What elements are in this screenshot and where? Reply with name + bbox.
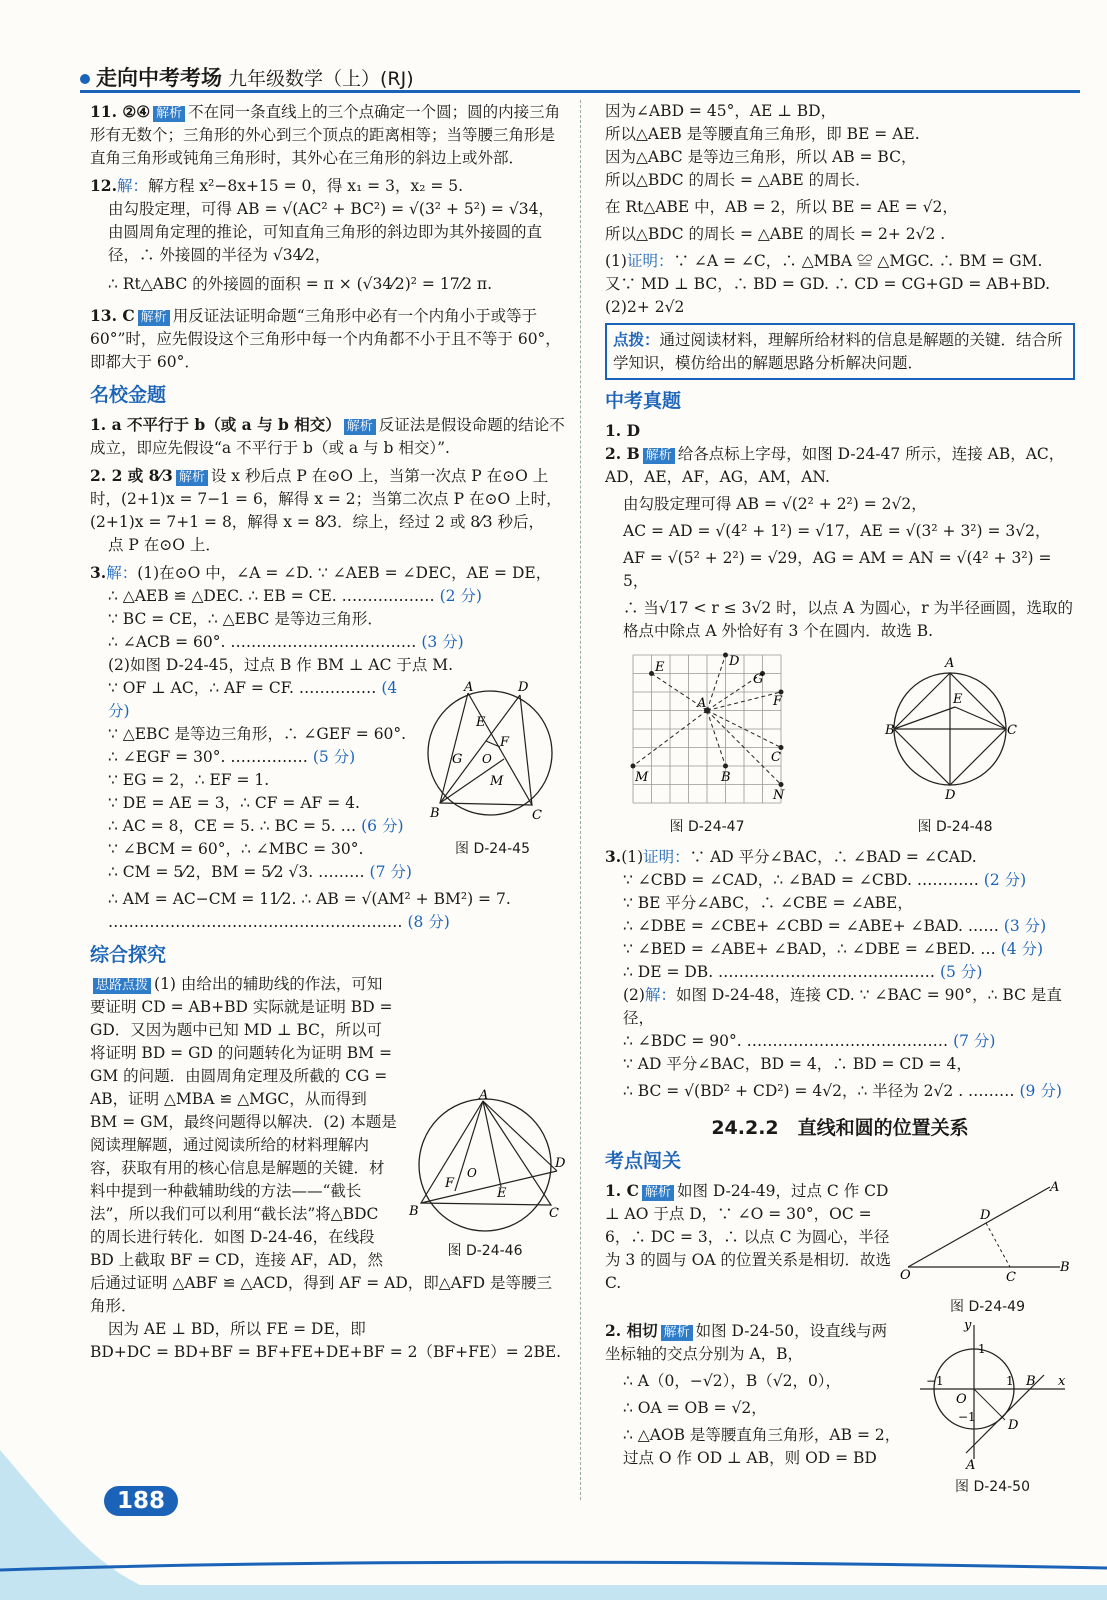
figure-row xyxy=(605,649,1075,839)
svg-text:O: O xyxy=(467,1166,477,1180)
topic-heading: 24.2.2 直线和圆的位置关系 xyxy=(711,1117,969,1139)
svg-text:B: B xyxy=(721,770,731,785)
score-label: (3 分) xyxy=(421,633,464,651)
score-label: (7 分) xyxy=(369,863,412,881)
q12: 12.解：解方程 x²−8x+15 = 0，得 x₁ = 3，x₂ = 5. xyxy=(90,176,464,195)
text-line: 因为∠ABD = 45°，AE ⊥ BD， xyxy=(605,102,837,120)
figure-d-24-49 xyxy=(900,1179,1075,1319)
svg-text:N: N xyxy=(773,788,785,803)
svg-text:M: M xyxy=(635,770,649,785)
m3: 3.解：(1)在⊙O 中，∠A = ∠D. ∵ ∠AEB = ∠DEC，AE = DE， ∴ △AEB ≌ △DEC. ∴ EB = CE. ……………… (2 分) ∵ BC = CE，∴ △EBC 是等边三角形． ∴ ∠ACB = 60°. ……………………………… (3 分) (2)如图 D-24-45，过点 B 作 BM ⊥ AC 于点 M. A D E F G O M B C 图 D-24-45 ∵ OF ⊥ AC，∴ AF = CF. …………… (4 分) ∵ △EBC 是等边三角形，∴ ∠GEF = 60°. ∴ ∠EGF = 30°. …………… (5 分) ∵ EG = 2，∴ EF = 1. ∵ DE = AE = 3，∴ CF = AF = 4. ∴ AC = 8，CE = 5. ∴ BC = 5. … (6 分) ∵ ∠BCM = 60°，∴ ∠MBC = 30°. ∴ CM = 5⁄2，BM = 5⁄2 √3. ……… (7 分) ∴ AM = AC−CM = 11⁄2. ∴ AB = √(AM² + BM²) = 7. ………………………………………………… (8 分) xyxy=(90,561,565,934)
svg-text:1: 1 xyxy=(1006,1374,1014,1388)
score-label: (2 分) xyxy=(983,871,1027,889)
figure-caption: 图 D-24-50 xyxy=(955,1479,1030,1495)
figure-caption: 图 D-24-47 xyxy=(669,819,745,835)
figure-d-24-45 xyxy=(420,681,565,861)
figure-caption: 图 D-24-49 xyxy=(950,1299,1025,1315)
q12-line: ∴ Rt△ABC 的外接圆的面积 = π × (√34⁄2)² = 17⁄2 π. xyxy=(108,275,493,293)
line-diagram xyxy=(900,1179,1072,1289)
circle-diagram xyxy=(420,681,560,831)
score-label: (6 分) xyxy=(361,817,404,835)
score-label: (4 分) xyxy=(1000,940,1044,958)
svg-text:E: E xyxy=(655,660,665,675)
svg-text:D: D xyxy=(1008,1418,1019,1433)
t1: O B A D C 图 D-24-49 1. C 解析 如图 D-24-49，过点 C 作 CD ⊥ AO 于点 D，∵ ∠O = 30°，OC = 6，∴ DC = 3，∴ 以点 C 为圆心，半径为 3 的圆与 OA 的位置关系是相切．故选 C. xyxy=(605,1179,1075,1295)
page-number: 188 xyxy=(104,1486,178,1516)
m2-line: 点 P 在⊙O 上． xyxy=(108,536,221,554)
svg-text:A: A xyxy=(479,1088,489,1103)
circle-diagram xyxy=(405,1088,566,1233)
k3: 3.(1)证明：∵ AD 平分∠BAC，∴ ∠BAD = ∠CAD. ∵ ∠CBD = ∠CAD，∴ ∠BAD = ∠CBD. ………… (2 分) ∵ BE 平分∠ABC，∴ ∠CBE = ∠ABE， ∴ ∠DBE = ∠CBE+ ∠CBD = ∠ABE+ ∠BAD. …… (3 分) ∵ ∠BED = ∠ABE+ ∠BAD，∴ ∠DBE = ∠BED. … (4 分) ∴ DE = DB. …………………………………… (5 分) (2)解：如图 D-24-48，连接 CD. ∵ ∠BAC = 90°，∴ BC 是直径， ∴ ∠BDC = 90°. ………………………………… (7 分) ∵ AD 平分∠BAC，BD = 4，∴ BD = CD = 4， ∴ BC = √(BD² + CD²) = 4√2，∴ 半径为 2√2 . ……… (9 分) xyxy=(605,847,1062,1100)
analysis-tag: 解析 xyxy=(661,1325,693,1341)
text-line: 又∵ MD ⊥ BC，∴ BD = GD. ∴ CD = CG+GD = AB+BD. xyxy=(605,275,1051,293)
t2: y x O B A D 1 1 −1 −1 图 D-24-50 2. 相切 解析 如图 D-24-50，设直线与两坐标轴的交点分别为 A，B， ∴ A（0，−√2），B（√2，0）， ∴ OA = OB = √2， ∴ △AOB 是等腰直角三角形，AB = 2， 过点 O 作 OD ⊥ AB，则 OD = BD xyxy=(605,1319,1075,1470)
svg-text:C: C xyxy=(549,1206,559,1221)
figure-caption: 图 D-24-46 xyxy=(447,1243,523,1259)
svg-text:C: C xyxy=(532,808,542,823)
figure-d-24-46 xyxy=(405,1088,566,1263)
svg-text:−1: −1 xyxy=(926,1374,944,1388)
running-header xyxy=(80,62,414,92)
q11: 11. ②④ 解析 不在同一条直线上的三个点确定一个圆；圆的内接三角形有无数个；三角形的外心到三个顶点的距离相等；当等腰三角形是直角三角形或钝角三角形时，其外心在三角形的斜边上或外部． xyxy=(90,102,561,167)
svg-text:O: O xyxy=(900,1268,911,1283)
text-line: (2)2+ 2√2 xyxy=(605,298,685,316)
analysis-tag: 解析 xyxy=(176,470,208,486)
tip-box: 点拨：通过阅读材料，理解所给材料的信息是解题的关键．结合所学知识，模仿给出的解题思路分析解决问题． xyxy=(605,323,1075,380)
svg-text:D: D xyxy=(729,654,740,669)
score-label: (5 分) xyxy=(939,963,983,981)
svg-text:D: D xyxy=(945,788,956,803)
section-heading: 考点闯关 xyxy=(605,1150,682,1172)
m1: 1. a 不平行于 b（或 a 与 b 相交） 解析 反证法是假设命题的结论不成立，即应先假设“a 不平行于 b（或 a 与 b 相交）”. xyxy=(90,415,565,457)
svg-text:F: F xyxy=(445,1176,455,1191)
svg-text:B: B xyxy=(1060,1260,1070,1275)
svg-text:C: C xyxy=(1006,1270,1016,1285)
svg-text:D: D xyxy=(518,680,529,695)
svg-text:A: A xyxy=(945,656,955,671)
answer-line: 1. D xyxy=(605,421,641,440)
svg-text:1: 1 xyxy=(978,1342,986,1356)
svg-text:A: A xyxy=(1050,1180,1060,1195)
score-label: (5 分) xyxy=(312,748,356,766)
svg-text:B: B xyxy=(409,1204,419,1219)
figure-caption: 图 D-24-48 xyxy=(917,819,993,835)
column-divider xyxy=(580,100,582,1500)
score-label: (9 分) xyxy=(1019,1082,1062,1100)
analysis-tag: 解析 xyxy=(642,1185,674,1201)
svg-text:E: E xyxy=(476,715,486,730)
score-label: (3 分) xyxy=(1003,917,1047,935)
book-title: 走向中考考场 xyxy=(96,66,222,90)
svg-text:B: B xyxy=(1026,1374,1036,1389)
section-heading: 综合探究 xyxy=(90,944,167,966)
svg-text:D: D xyxy=(555,1156,566,1171)
text-line: 因为△ABC 是等边三角形，所以 AB = BC， xyxy=(605,148,917,166)
right-column: 因为∠ABD = 45°，AE ⊥ BD， 所以△AEB 是等腰直角三角形，即 BE = AE. 因为△ABC 是等边三角形，所以 AB = BC， 所以△BDC 的周长 = △ABE 的周长． 在 Rt△ABE 中，AB = 2，所以 BE = AE = √2， 所以△BDC 的周长 = △ABE 的周长 = 2+ 2√2 . (1)证明：∵ ∠A = ∠C，∴ △MBA ≌ △MGC. ∴ BM = GM. 又∵ MD ⊥ BC，∴ BD = GD. ∴ CD = CG+GD = AB+BD. (2)2+ 2√2 点拨：通过阅读材料，理解所给材料的信息是解题的关键．结合所学知识，模仿给出的解题思路分析解决问题． 中考真题 1. D 2. B 解析 给各点标上字母，如图 D-24-47 所示，连接 AB，AC，AD，AE，AF，AG，AM，AN. 由勾股定理可得 AB = √(2² + 2²) = 2√2， AC = AD = √(4² + 1²) = √17，AE = √(3² + 3²) = 3√2， AF = √(5² + 2²) = √29，AG = AM = AN = √(4² + 3²) = 5， ∴ 当√17 < r ≤ 3√2 时，以点 A 为圆心，r 为半径画圆，选取的格点中除点 A 外恰好有 3 个在圆内．故选 B. A D E G F C B M N 图 D-24-47 A B C D E 图 D-24-48 3.(1)证明：∵ AD 平分∠BAC，∴ ∠BAD = ∠CAD. ∵ ∠CBD = ∠CAD，∴ ∠BAD = ∠CBD. ………… (2 分) ∵ BE 平分∠ABC，∴ ∠CBE = ∠ABE， ∴ ∠DBE = ∠CBE+ ∠CBD = ∠ABE+ ∠BAD. …… (3 分) ∵ ∠BED = ∠ABE+ ∠BAD，∴ ∠DBE = ∠BED. … (4 分) ∴ DE = DB. …………………………………… (5 分) (2)解：如图 D-24-48，连接 CD. ∵ ∠BAC = 90°，∴ BC 是直径， ∴ ∠BDC = 90°. ………………………………… (7 分) ∵ AD 平分∠BAC，BD = 4，∴ BD = CD = 4， ∴ BC = √(BD² + CD²) = 4√2，∴ 半径为 2√2 . ……… (9 分) 24.2.2 直线和圆的位置关系 考点闯关 O B A D C 图 D-24-49 1. C 解析 如图 D-24-49，过点 C 作 CD ⊥ AO 于点 D，∵ ∠O = 30°，OC = 6，∴ DC = 3，∴ 以点 C 为圆心，半径为 3 的圆与 OA 的位置关系是相切．故选 C. y x O B A D 1 1 −1 −1 图 D-24-50 2. 相切 解析 如图 D-24-50，设直线与两坐标轴的交点分别为 A，B， ∴ A（0，−√2），B（√2，0）， ∴ OA = OB = √2， ∴ △AOB 是等腰直角三角形，AB = 2， 过点 O 作 OD ⊥ AB，则 OD = BD xyxy=(605,100,1075,1499)
header-rule xyxy=(80,90,1080,93)
score-label: (2 分) xyxy=(439,587,482,605)
svg-text:C: C xyxy=(771,750,781,765)
q13: 13. C 解析 用反证法证明命题“三角形中必有一个内角小于或等于 60°”时，应先假设这个三角形中每一个内角都不小于且不等于 60°，即都大于 60°． xyxy=(90,306,561,371)
text-line: 在 Rt△ABE 中，AB = 2，所以 BE = AE = √2， xyxy=(605,198,958,216)
score-label: (4 分) xyxy=(108,679,403,720)
svg-text:x: x xyxy=(1058,1374,1066,1389)
svg-text:A: A xyxy=(464,680,474,695)
text-line: 所以△BDC 的周长 = △ABE 的周长 = 2+ 2√2 . xyxy=(605,225,946,243)
section-heading: 中考真题 xyxy=(605,390,682,412)
svg-text:O: O xyxy=(956,1392,967,1407)
svg-text:A: A xyxy=(966,1458,976,1473)
svg-text:O: O xyxy=(482,752,492,766)
svg-text:B: B xyxy=(430,806,440,821)
svg-text:E: E xyxy=(953,692,963,707)
svg-text:E: E xyxy=(497,1186,507,1201)
comprehensive-explore: A B C D F O E 图 D-24-46 思路点拨 (1) 由给出的辅助线的作法，可知要证明 CD = AB+BD 实际就是证明 BD = GD．又因为题中已知 MD ⊥ BC，所以可将证明 BD = GD 的问题转化为证明 BM = GM 的问题．由圆周角定理及所截的 CG = AB，证明 △MBA ≌ △MGC，从而得到 BM = GM，最终问题得以解决．(2) 本题是阅读理解题，通过阅读所给的材料理解内容，获取有用的核心信息是解题的关键．材料中提到一种截辅助线的方法——“截长法”，所以我们可以利用“截长法”将△BDC 的周长进行转化．如图 D-24-46，在线段 BD 上截取 BF = CD，连接 AF，AD，然后通过证明 △ABF ≌ △ACD，得到 AF = AD，即△AFD 是等腰三角形． 因为 AE ⊥ BD，所以 FE = DE，即 BD+DC = BD+BF = BF+FE+DE+BF = 2（BF+FE）= 2BE. xyxy=(90,975,566,1361)
svg-text:M: M xyxy=(490,774,504,789)
analysis-tag: 解析 xyxy=(344,419,376,435)
m2: 2. 2 或 8⁄3 解析 设 x 秒后点 P 在⊙O 上，当第一次点 P 在⊙O 上时，(2+1)x = 7−1 = 6，解得 x = 2；当第二次点 P 在⊙O 上时，(2+1)x = 7+1 = 8，解得 x = 8⁄3．综上，经过 2 或 8⁄3 秒后， xyxy=(90,466,562,531)
q12-line: 由圆周角定理的推论，可知直角三角形的斜边即为其外接圆的直径，∴ 外接圆的半径为 √34⁄2， xyxy=(108,223,543,264)
figure-d-24-48 xyxy=(885,649,1025,839)
analysis-tag: 解析 xyxy=(153,106,185,122)
svg-text:G: G xyxy=(753,672,764,687)
grid-diagram xyxy=(627,649,787,809)
svg-text:C: C xyxy=(1007,723,1017,738)
q12-line: 由勾股定理，可得 AB = √(AC² + BC²) = √(3² + 5²) = √34， xyxy=(108,200,554,218)
section-heading: 名校金题 xyxy=(90,384,167,406)
score-label: (8 分) xyxy=(407,913,450,931)
analysis-tag: 解析 xyxy=(643,448,675,464)
text-line: 所以△BDC 的周长 = △ABE 的周长． xyxy=(605,171,871,189)
left-column xyxy=(90,100,565,1364)
svg-text:B: B xyxy=(885,723,895,738)
score-label: (7 分) xyxy=(953,1032,996,1050)
svg-text:D: D xyxy=(980,1208,991,1223)
figure-d-24-47 xyxy=(627,649,787,839)
circle-diagram xyxy=(885,649,1025,809)
analysis-tag: 解析 xyxy=(138,310,170,326)
svg-text:−1: −1 xyxy=(958,1410,976,1424)
svg-text:G: G xyxy=(452,752,463,767)
svg-text:y: y xyxy=(964,1318,972,1333)
hint-tag: 思路点拨 xyxy=(93,978,151,994)
svg-text:F: F xyxy=(500,735,510,750)
figure-caption: 图 D-24-45 xyxy=(455,841,530,857)
text-line: 所以△AEB 是等腰直角三角形，即 BE = AE. xyxy=(605,125,920,143)
bullet-icon xyxy=(80,74,90,84)
svg-text:A: A xyxy=(697,696,707,711)
book-subtitle: 九年级数学（上）(RJ) xyxy=(228,68,414,90)
svg-text:F: F xyxy=(773,694,783,709)
